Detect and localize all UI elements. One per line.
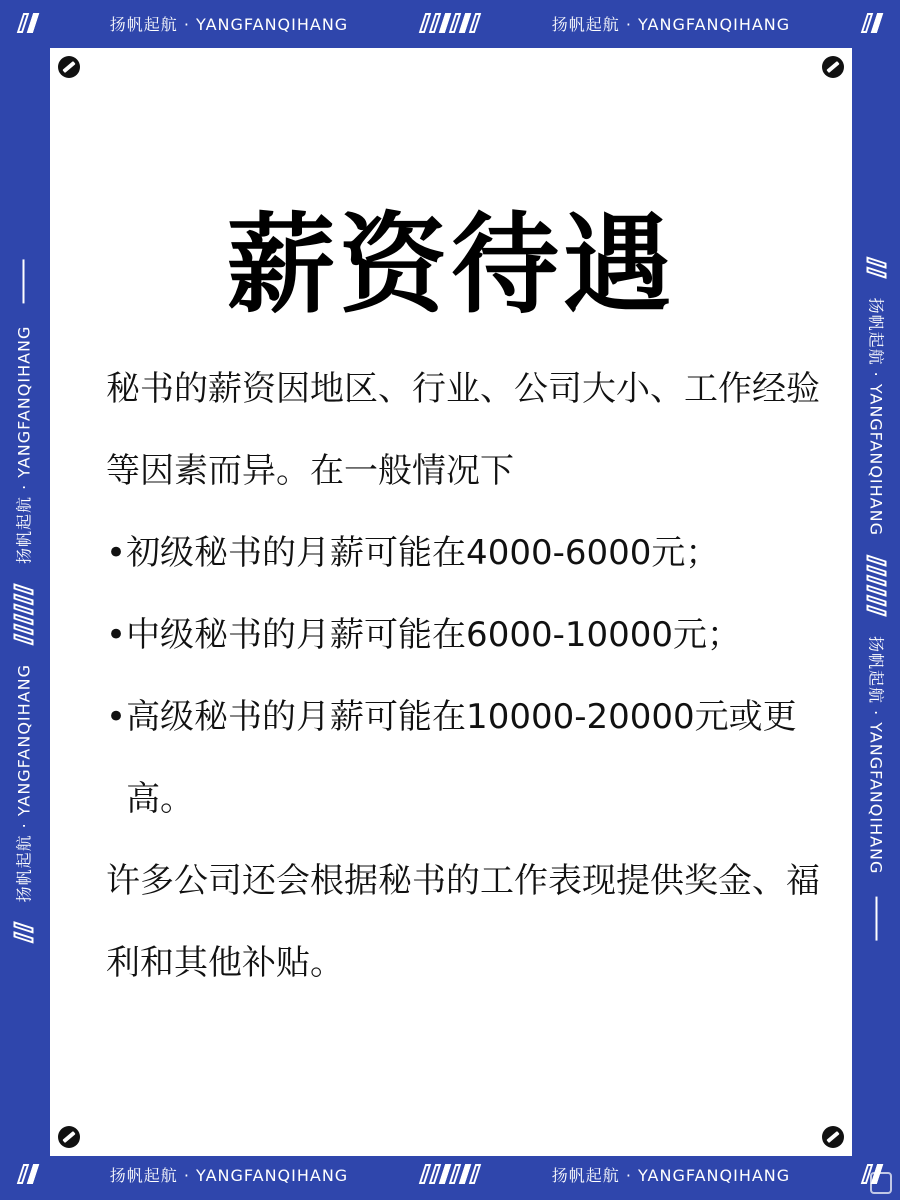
stripe-icon bbox=[422, 1164, 478, 1184]
watermark-text: 扬帆起航 · YANGFANQIHANG bbox=[551, 1165, 791, 1185]
top-watermark-band bbox=[0, 0, 900, 46]
intro-paragraph: 秘书的薪资因地区、行业、公司大小、工作经验等因素而异。在一般情况下 bbox=[106, 369, 820, 491]
list-item-text: 中级秘书的月薪可能在6000-10000元； bbox=[126, 615, 742, 655]
article-body bbox=[106, 348, 826, 1004]
content-card bbox=[50, 48, 852, 1156]
stripe-icon bbox=[867, 260, 887, 276]
page-title: 薪资待遇 bbox=[226, 203, 675, 329]
app-logo-icon bbox=[870, 1172, 892, 1194]
screw-icon bbox=[822, 1126, 844, 1148]
right-watermark-band bbox=[854, 50, 900, 1150]
stripe-icon bbox=[20, 13, 36, 33]
watermark-text: 扬帆起航 · YANGFANQIHANG bbox=[551, 14, 791, 34]
list-item bbox=[106, 676, 826, 840]
watermark-text: 扬帆起航 · YANGFANQIHANG bbox=[109, 1165, 349, 1185]
bullet-icon: • bbox=[106, 533, 127, 573]
list-item-text: 高级秘书的月薪可能在10000-20000元或更高。 bbox=[126, 697, 797, 819]
stripe-icon bbox=[867, 558, 887, 614]
watermark-text: 扬帆起航 · YANGFANQIHANG bbox=[109, 14, 349, 34]
stripe-icon bbox=[864, 13, 880, 33]
closing-paragraph: 许多公司还会根据秘书的工作表现提供奖金、福利和其他补贴。 bbox=[106, 861, 820, 983]
screw-icon bbox=[58, 56, 80, 78]
watermark-text: 扬帆起航 · YANGFANQIHANG bbox=[866, 636, 886, 875]
stripe-icon bbox=[20, 1164, 36, 1184]
stripe-icon bbox=[422, 13, 478, 33]
bullet-icon: • bbox=[106, 615, 127, 655]
stripe-icon bbox=[13, 586, 33, 642]
bullet-icon: • bbox=[106, 697, 127, 737]
list-item bbox=[106, 594, 826, 676]
watermark-text: 扬帆起航 · YANGFANQIHANG bbox=[14, 664, 34, 903]
watermark-text: 扬帆起航 · YANGFANQIHANG bbox=[14, 325, 34, 564]
divider bbox=[22, 260, 24, 304]
divider bbox=[876, 896, 878, 940]
stripe-icon bbox=[13, 924, 33, 940]
screw-icon bbox=[58, 1126, 80, 1148]
list-item bbox=[106, 512, 826, 594]
watermark-text: 扬帆起航 · YANGFANQIHANG bbox=[866, 297, 886, 536]
list-item-text: 初级秘书的月薪可能在4000-6000元； bbox=[126, 533, 720, 573]
left-watermark-band bbox=[0, 50, 46, 1150]
screw-icon bbox=[822, 56, 844, 78]
